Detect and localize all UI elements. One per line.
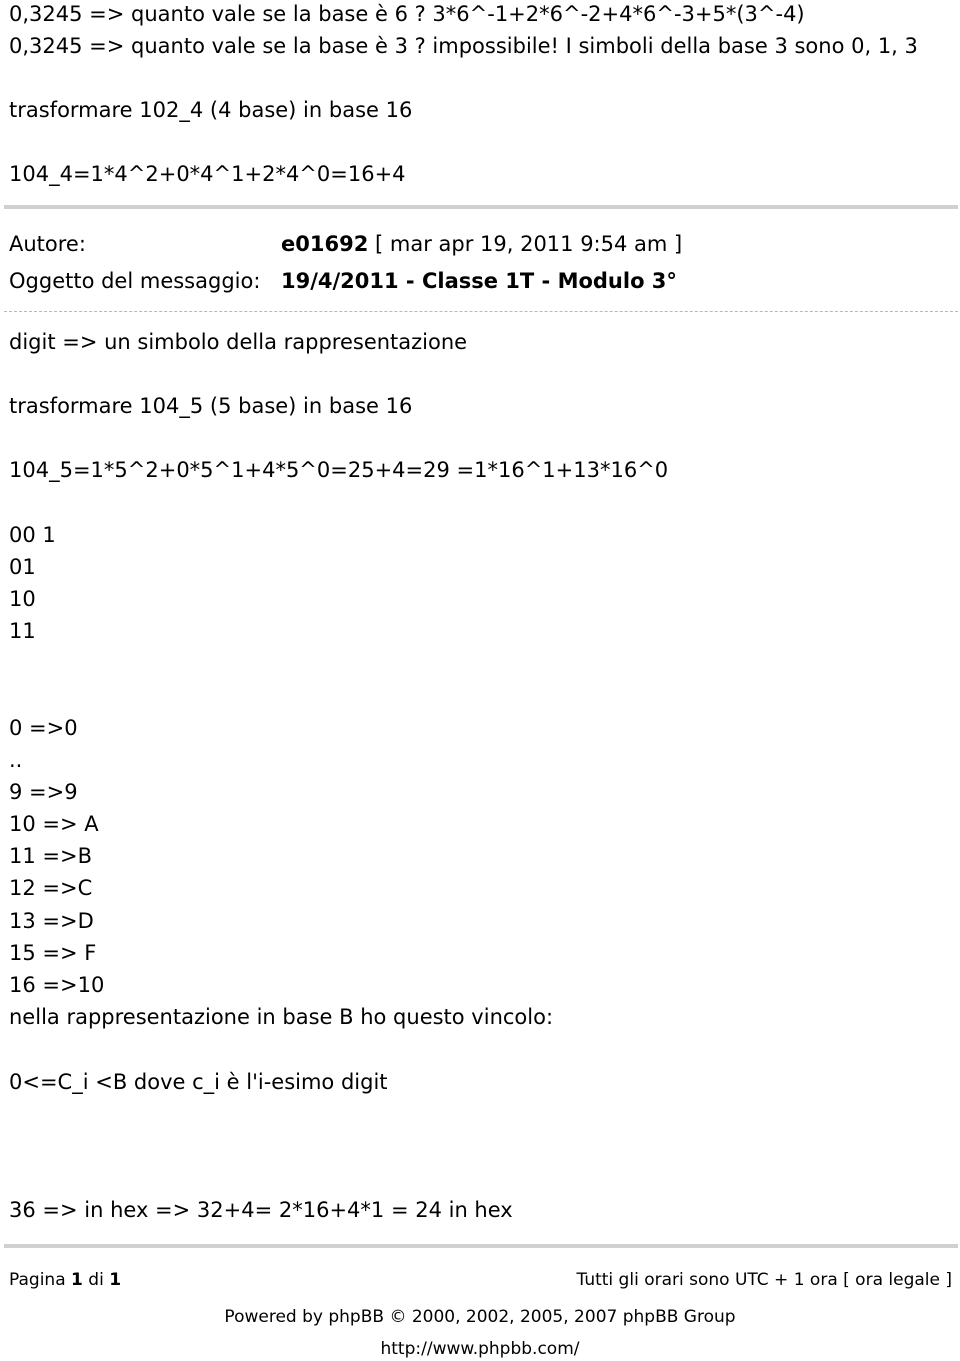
body-line: trasformare 104_5 (5 base) in base 16 [9, 394, 413, 418]
subject-label: Oggetto del messaggio: [9, 269, 261, 293]
prev-line-3: trasformare 102_4 (4 base) in base 16 [9, 98, 413, 122]
prev-line-2: 0,3245 => quanto vale se la base è 3 ? impossibile! I simboli della base 3 sono 0, 1, 3 [9, 34, 918, 58]
body-line: 00 1 [9, 523, 56, 547]
prev-line-1: 0,3245 => quanto vale se la base è 6 ? 3*6^-1+2*6^-2+4*6^-3+5*(3^-4) [9, 2, 805, 26]
phpbb-link[interactable]: http://www.phpbb.com/ [380, 1339, 580, 1359]
timezone-note: Tutti gli orari sono UTC + 1 ora [ ora legale ] [576, 1270, 952, 1290]
post-date: [ mar apr 19, 2011 9:54 am ] [375, 232, 683, 256]
body-line: nella rappresentazione in base B ho questo vincolo: [9, 1005, 554, 1029]
body-line: 104_5=1*5^2+0*5^1+4*5^0=25+4=29 =1*16^1+13*16^0 [9, 458, 669, 482]
body-line: .. [9, 748, 23, 772]
header-divider [4, 311, 958, 312]
body-line: 15 => F [9, 941, 97, 965]
subject-title: 19/4/2011 - Classe 1T - Modulo 3° [281, 269, 677, 293]
footer-separator [4, 1244, 958, 1248]
author-line [281, 228, 682, 260]
body-line: digit => un simbolo della rappresentazione [9, 330, 468, 354]
post-separator [4, 205, 958, 209]
body-line: 12 =>C [9, 876, 93, 900]
body-line: 16 =>10 [9, 973, 105, 997]
pagination-prefix: Pagina [9, 1270, 66, 1290]
body-line: 01 [9, 555, 36, 579]
body-line: 36 => in hex => 32+4= 2*16+4*1 = 24 in hex [9, 1198, 513, 1222]
body-line: 0<=C_i <B dove c_i è l'i-esimo digit [9, 1070, 388, 1094]
pagination-mid: di [88, 1270, 104, 1290]
body-line: 9 =>9 [9, 780, 78, 804]
body-line: 11 [9, 619, 36, 643]
page-current: 1 [71, 1270, 83, 1290]
author-label: Autore: [9, 232, 86, 256]
author-name[interactable]: e01692 [281, 232, 369, 256]
prev-line-4: 104_4=1*4^2+0*4^1+2*4^0=16+4 [9, 162, 406, 186]
body-line: 13 =>D [9, 909, 94, 933]
powered-by: Powered by phpBB © 2000, 2002, 2005, 2007 phpBB Group [224, 1307, 736, 1327]
body-line: 11 =>B [9, 844, 92, 868]
body-line: 10 => A [9, 812, 99, 836]
body-line: 10 [9, 587, 36, 611]
page-total: 1 [109, 1270, 122, 1290]
pagination [9, 1268, 121, 1292]
body-line: 0 =>0 [9, 716, 78, 740]
